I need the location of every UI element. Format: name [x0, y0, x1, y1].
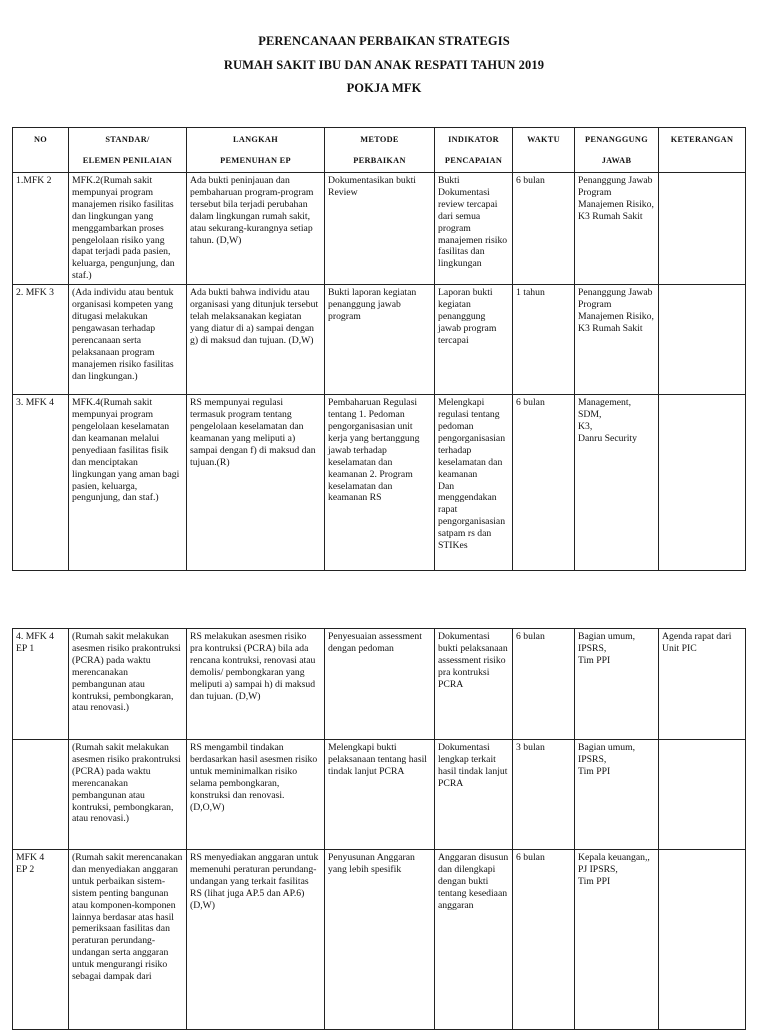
document-header: [0, 30, 768, 101]
cell-keterangan: [659, 850, 746, 1030]
cell-metode: Pembaharuan Regulasi tentang 1. Pedoman pengorganisasian unit kerja yang bertanggung jawab terhadap keselamatan dan keamanan 2. Program keselamatan dan keamanan RS: [325, 395, 435, 571]
cell-waktu: 1 tahun: [513, 285, 575, 395]
cell-indikator: Laporan bukti kegiatan penanggung jawab program tercapai: [435, 285, 513, 395]
cell-pj: Bagian umum, IPSRS, Tim PPI: [575, 629, 659, 740]
cell-indikator: Dokumentasi bukti pelaksanaan assessment risiko pra kontruksi PCRA: [435, 629, 513, 740]
cell-no: [13, 740, 69, 850]
col-header-keterangan: KETERANGAN: [659, 128, 746, 173]
col-header-standar: STANDAR/ ELEMEN PENILAIAN: [69, 128, 187, 173]
cell-standar: MFK.2(Rumah sakit mempunyai program manajemen risiko fasilitas dan lingkungan yang menggambarkan proses pengelolaan risiko yang dapat terjadi pada pasien, keluarga, pengunjung, dan staf.): [69, 173, 187, 285]
cell-pj: Bagian umum, IPSRS, Tim PPI: [575, 740, 659, 850]
cell-standar: (Rumah sakit melakukan asesmen risiko prakontruksi (PCRA) pada waktu merencanakan pembangunan atau kontruksi, pembongkaran, atau renovasi.): [69, 629, 187, 740]
col-header-langkah: LANGKAH PEMENUHAN EP: [187, 128, 325, 173]
cell-keterangan: [659, 173, 746, 285]
cell-waktu: 6 bulan: [513, 173, 575, 285]
cell-standar: (Rumah sakit merencanakan dan menyediakan anggaran untuk perbaikan sistem-sistem penting bangunan atau komponen-komponen lainnya berdasar atas hasil pemeriksaan fasilitas dan peraturan perundang-undangan serta anggaran untuk mengurangi risiko sebagai dampak dari: [69, 850, 187, 1030]
cell-indikator: Anggaran disusun dan dilengkapi dengan bukti tentang kesediaan anggaran: [435, 850, 513, 1030]
cell-metode: Dokumentasikan bukti Review: [325, 173, 435, 285]
table-row: [13, 740, 746, 850]
table-row: [13, 173, 746, 285]
col-header-indikator: INDIKATOR PENCAPAIAN: [435, 128, 513, 173]
cell-no: 3. MFK 4: [13, 395, 69, 571]
cell-metode: Bukti laporan kegiatan penanggung jawab program: [325, 285, 435, 395]
table-header-row: [13, 128, 746, 173]
cell-pj: Kepala keuangan,, PJ IPSRS, Tim PPI: [575, 850, 659, 1030]
table-row: [13, 285, 746, 395]
col-header-waktu: WAKTU: [513, 128, 575, 173]
cell-no: 2. MFK 3: [13, 285, 69, 395]
cell-langkah: Ada bukti peninjauan dan pembaharuan program-program tersebut bila terjadi perubahan dalam lingkungan rumah sakit, atau sekurang-kurangnya setiap tahun. (D,W): [187, 173, 325, 285]
cell-langkah: RS mempunyai regulasi termasuk program tentang pengelolaan keselamatan dan keamanan yang meliputi a) sampai dengan f) di maksud dan tujuan.(R): [187, 395, 325, 571]
table-row: [13, 629, 746, 740]
cell-pj: Management, SDM, K3, Danru Security: [575, 395, 659, 571]
cell-standar: (Rumah sakit melakukan asesmen risiko prakontruksi (PCRA) pada waktu merencanakan pembangunan atau kontruksi, pembongkaran, atau renovasi.): [69, 740, 187, 850]
cell-no: MFK 4 EP 2: [13, 850, 69, 1030]
plan-table-2: [12, 628, 746, 1030]
table-row: [13, 395, 746, 571]
cell-indikator: Melengkapi regulasi tentang pedoman pengorganisasian terhadap keselamatan dan keamanan Dan menggendakan rapat pengorganisasian satpam rs dan STIKes: [435, 395, 513, 571]
cell-standar: (Ada individu atau bentuk organisasi kompeten yang ditugasi melakukan pengawasan terhadap perencanaan serta pelaksanaan program manajemen risiko fasilitas dan lingkungan.): [69, 285, 187, 395]
cell-indikator: Bukti Dokumentasi review tercapai dari semua program manajemen risiko fasilitas dan lingkungan: [435, 173, 513, 285]
cell-waktu: 6 bulan: [513, 850, 575, 1030]
col-header-metode: METODE PERBAIKAN: [325, 128, 435, 173]
cell-no: 1.MFK 2: [13, 173, 69, 285]
cell-langkah: RS menyediakan anggaran untuk memenuhi peraturan perundang-undangan yang terkait fasilitas RS (lihat juga AP.5 dan AP.6) (D,W): [187, 850, 325, 1030]
cell-keterangan: [659, 285, 746, 395]
cell-langkah: RS mengambil tindakan berdasarkan hasil asesmen risiko untuk meminimalkan risiko selama pembongkaran, konstruksi dan renovasi. (D,O,W): [187, 740, 325, 850]
col-header-pj: PENANGGUNG JAWAB: [575, 128, 659, 173]
cell-waktu: 3 bulan: [513, 740, 575, 850]
cell-pj: Penanggung Jawab Program Manajemen Risiko, K3 Rumah Sakit: [575, 173, 659, 285]
plan-table-1: [12, 127, 746, 571]
title-line-3: POKJA MFK: [346, 81, 422, 95]
cell-langkah: Ada bukti bahwa individu atau organisasi yang ditunjuk tersebut telah melaksanakan kegiatan yang diatur di a) sampai dengan g) di maksud dan tujuan. (D,W): [187, 285, 325, 395]
cell-metode: Melengkapi bukti pelaksanaan tentang hasil tindak lanjut PCRA: [325, 740, 435, 850]
cell-langkah: RS melakukan asesmen risiko pra kontruksi (PCRA) bila ada rencana kontruksi, renovasi atau demolis/ pembongkaran yang meliputi a) sampai h) di maksud dan tujuan. (D,W): [187, 629, 325, 740]
cell-waktu: 6 bulan: [513, 629, 575, 740]
cell-metode: Penyusunan Anggaran yang lebih spesifik: [325, 850, 435, 1030]
cell-pj: Penanggung Jawab Program Manajemen Risiko, K3 Rumah Sakit: [575, 285, 659, 395]
table-row: [13, 850, 746, 1030]
cell-standar: MFK.4(Rumah sakit mempunyai program pengelolaan keselamatan dan keamanan melalui penyediaan fasilitas fisik dan menciptakan lingkungan yang aman bagi pasien, keluarga, pengunjung, dan staf.): [69, 395, 187, 571]
cell-indikator: Dokumentasi lengkap terkait hasil tindak lanjut PCRA: [435, 740, 513, 850]
cell-metode: Penyesuaian assessment dengan pedoman: [325, 629, 435, 740]
title-line-2: RUMAH SAKIT IBU DAN ANAK RESPATI TAHUN 2019: [223, 57, 545, 72]
title-line-1: PERENCANAAN PERBAIKAN STRATEGIS: [258, 34, 510, 48]
cell-keterangan: [659, 395, 746, 571]
col-header-no: NO: [13, 128, 69, 173]
cell-keterangan: [659, 740, 746, 850]
cell-keterangan: Agenda rapat dari Unit PIC: [659, 629, 746, 740]
cell-no: 4. MFK 4 EP 1: [13, 629, 69, 740]
cell-waktu: 6 bulan: [513, 395, 575, 571]
